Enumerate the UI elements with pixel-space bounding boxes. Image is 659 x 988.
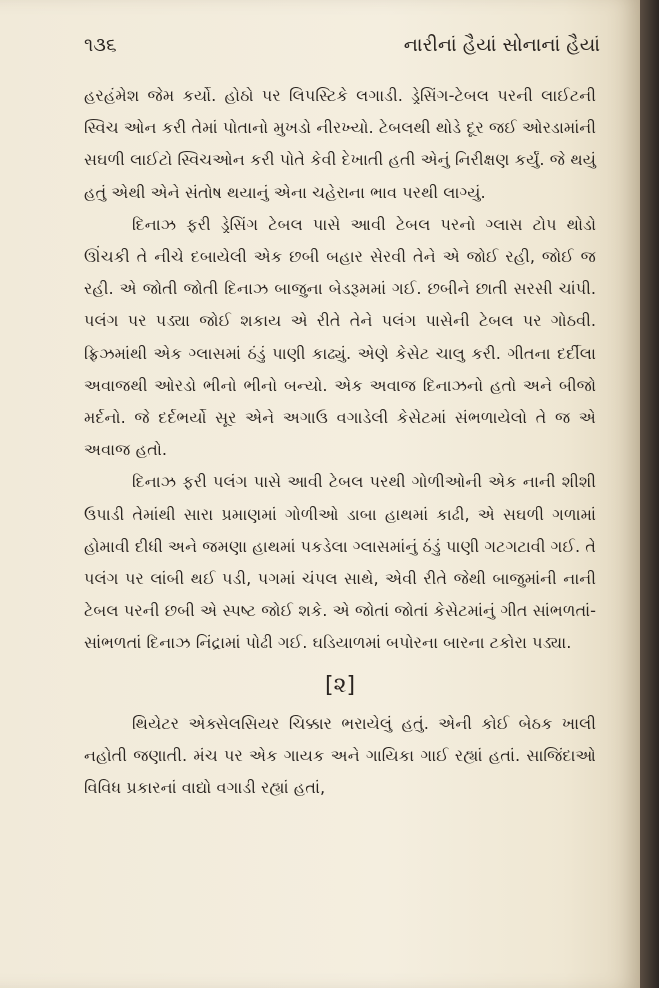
paragraph-4: થિયેટર એક્સેલસિયર ચિક્કાર ભરાયેલું હતું. એની કોઈ બેઠક ખાલી નહોતી જણાતી. મંચ પર એક ગાયક અને ગાયિકા ગાઈ રહ્યાં હતાં. સાજિંદાઓ વિવિધ પ્રકારનાં વાદ્યો વગાડી રહ્યાં હતાં,: [84, 713, 596, 798]
body-text: [84, 80, 596, 804]
paragraph-1: હરહંમેશ જેમ કર્યો. હોઠો પર લિપસ્ટિકે લગાડી. ડ્રેસિંગ-ટેબલ પરની લાઈટની સ્વિચ ઓન કરી તેમાં પોતાનો મુખડો નીરખ્યો. ટેબલથી થોડે દૂર જઈ ઓરડામાંની સઘળી લાઈટો સ્વિચઓન કરી પોતે કેવી દેખાતી હતી એનું નિરીક્ષણ કર્યું. જે થયું હતું એથી એને સંતોષ થયાનું એના ચહેરાના ભાવ પરથી લાગ્યું.: [84, 86, 596, 202]
running-title: નારીનાં હૈયાં સોનાનાં હૈયાં: [403, 34, 600, 56]
book-spine-shadow: [640, 0, 659, 988]
section-heading: [૨]: [324, 672, 356, 698]
page-number: ૧૩૬: [84, 34, 117, 56]
paragraph-3: દિનાઝ ફરી પલંગ પાસે આવી ટેબલ પરથી ગોળીઓની એક નાની શીશી ઉપાડી તેમાંથી સારા પ્રમાણમાં ગોળીઓ ડાબા હાથમાં કાઢી, એ સઘળી ગળામાં હોમાવી દીધી અને જમણા હાથમાં પકડેલા ગ્લાસમાંનું ઠંડું પાણી ગટગટાવી ગઈ. તે પલંગ પર લાંબી થઈ પડી, પગમાં ચંપલ સાથે, એવી રીતે જેથી બાજુમાંની નાની ટેબલ પરની છબી એ સ્પષ્ટ જોઈ શકે. એ જોતાં જોતાં કેસેટમાંનું ગીત સાંભળતાં-સાંભળતાં દિનાઝ નિંદ્રામાં પોઢી ગઈ. ઘડિયાળમાં બપોરના બારના ટકોરા પડ્યા.: [84, 472, 596, 653]
page-header: [84, 34, 600, 64]
paragraph-2: દિનાઝ ફરી ડ્રેસિંગ ટેબલ પાસે આવી ટેબલ પરનો ગ્લાસ ટોપ થોડો ઊંચકી તે નીચે દબાયેલી એક છબી બહાર સેરવી તેને એ જોઈ રહી, જોઈ જ રહી. એ જોતી જોતી દિનાઝ બાજુના બેડરૂમમાં ગઈ. છબીને છાતી સરસી ચાંપી. પલંગ પર પડ્યા જોઈ શકાય એ રીતે તેને પલંગ પાસેની ટેબલ પર ગોઠવી. ફ્રિઝમાંથી એક ગ્લાસમાં ઠંડું પાણી કાઢ્યું. એણે કેસેટ ચાલુ કરી. ગીતના દર્દીલા અવાજથી ઓરડો ભીનો ભીનો બન્યો. એક અવાજ દિનાઝનો હતો અને બીજો મર્દનો. જે દર્દભર્યો સૂર એને અગાઉ વગાડેલી કેસેટમાં સંભળાયેલો તે જ એ અવાજ હતો.: [84, 214, 596, 460]
